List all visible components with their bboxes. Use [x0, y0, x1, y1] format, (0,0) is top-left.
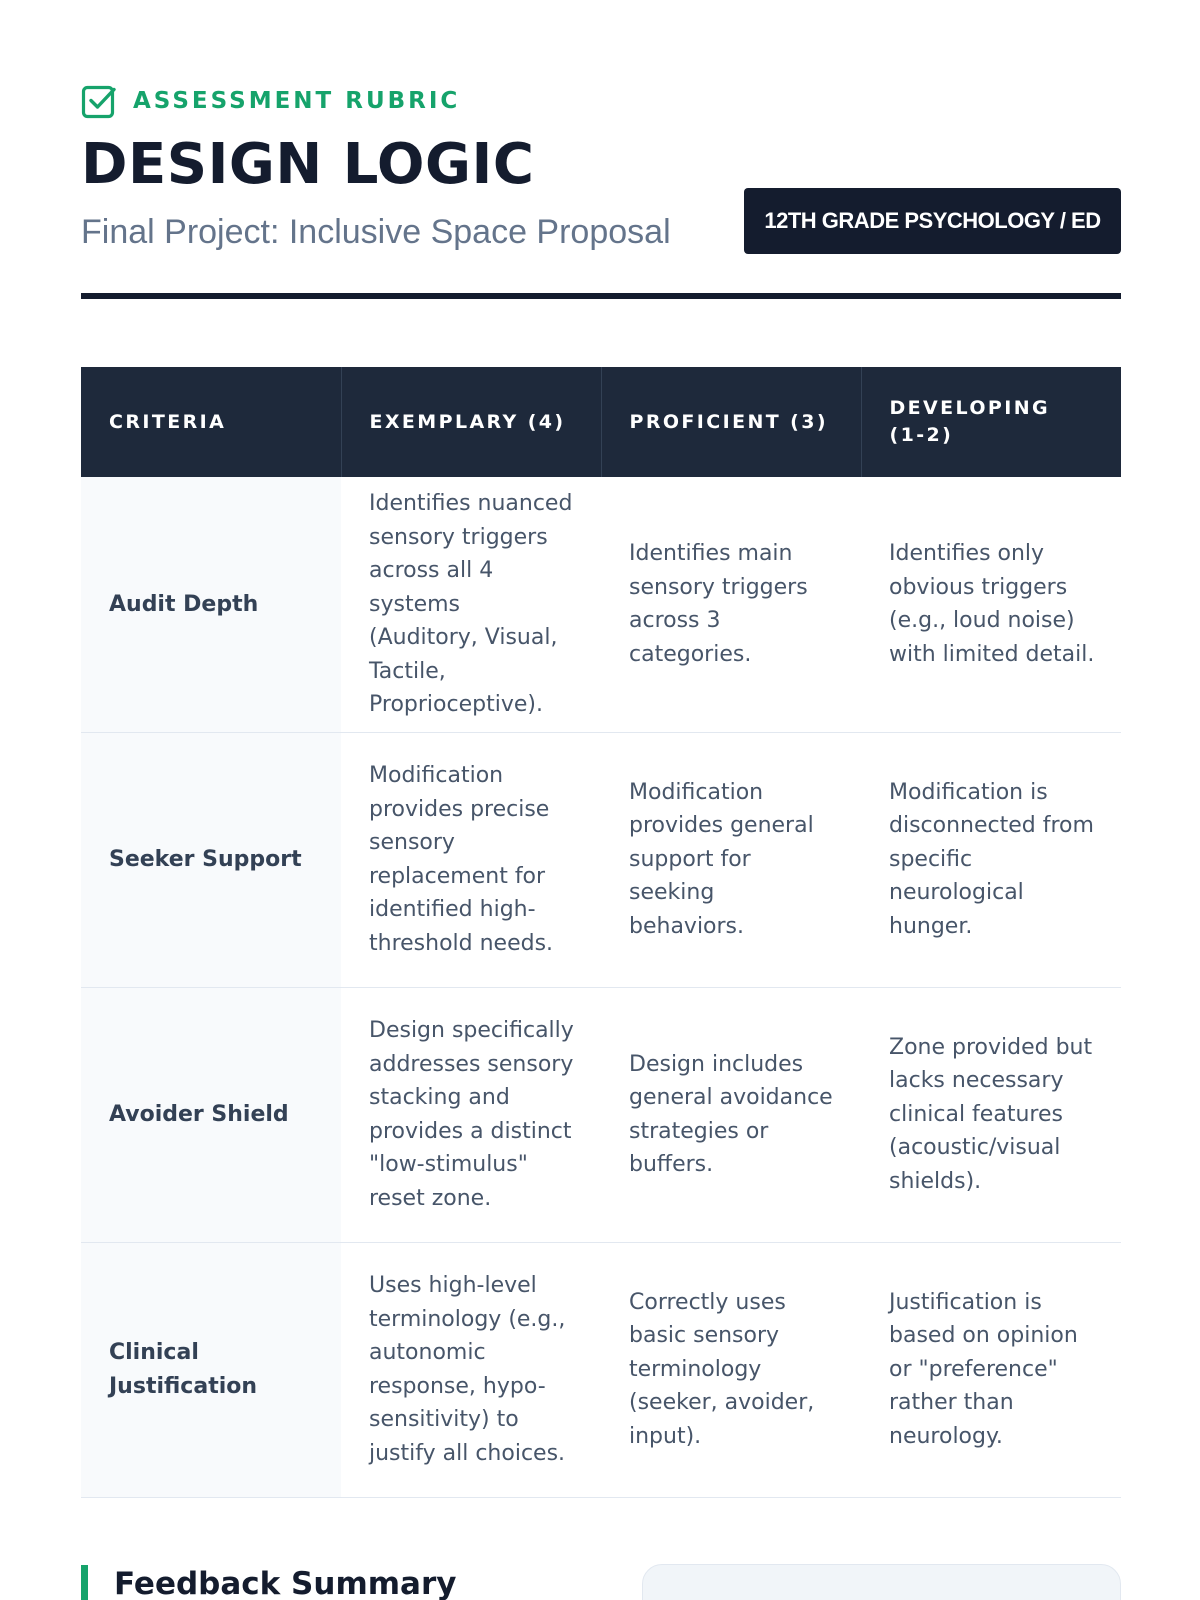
table-row — [81, 732, 1121, 987]
table-row — [81, 477, 1121, 732]
column-header-exemplary: EXEMPLARY (4) — [341, 367, 601, 477]
proficient-cell: Design includes general avoidance strategies or buffers. — [601, 987, 861, 1242]
criterion-cell: Clinical Justification — [81, 1242, 341, 1497]
developing-cell: Zone provided but lacks necessary clinical features (acoustic/visual shields). — [861, 987, 1121, 1242]
criterion-cell: Audit Depth — [81, 477, 341, 732]
rubric-table — [81, 367, 1121, 1498]
developing-cell: Justification is based on opinion or "preference" rather than neurology. — [861, 1242, 1121, 1497]
proficient-cell: Correctly uses basic sensory terminology (seeker, avoider, input). — [601, 1242, 861, 1497]
exemplary-cell: Uses high-level terminology (e.g., autonomic response, hypo-sensitivity) to justify all choices. — [341, 1242, 601, 1497]
title-divider — [81, 293, 1121, 299]
table-row — [81, 1242, 1121, 1497]
proficient-cell: Identifies main sensory triggers across 3 categories. — [601, 477, 861, 732]
column-header-criteria: CRITERIA — [81, 367, 341, 477]
checkbox-checked-icon — [81, 83, 117, 119]
table-row — [81, 987, 1121, 1242]
rubric-page — [81, 0, 1121, 1600]
page-title: DESIGN LOGIC — [81, 132, 535, 197]
feedback-summary-heading: Feedback Summary — [114, 1566, 457, 1600]
column-header-developing: DEVELOPING (1-2) — [861, 367, 1121, 477]
kicker-label: ASSESSMENT RUBRIC — [133, 88, 461, 114]
exemplary-cell: Modification provides precise sensory replacement for identified high-threshold needs. — [341, 732, 601, 987]
page-subtitle: Final Project: Inclusive Space Proposal — [81, 213, 671, 251]
rubric-header-row — [81, 367, 1121, 477]
proficient-cell: Modification provides general support for seeking behaviors. — [601, 732, 861, 987]
exemplary-cell: Identifies nuanced sensory triggers across all 4 systems (Auditory, Visual, Tactile, Proprioceptive). — [341, 477, 601, 732]
rubric-kicker — [81, 84, 460, 118]
criterion-cell: Avoider Shield — [81, 987, 341, 1242]
grade-badge: 12TH GRADE PSYCHOLOGY / ED — [744, 188, 1121, 254]
developing-cell: Identifies only obvious triggers (e.g., loud noise) with limited detail. — [861, 477, 1121, 732]
column-header-proficient: PROFICIENT (3) — [601, 367, 861, 477]
score-card — [642, 1564, 1121, 1600]
criterion-cell: Seeker Support — [81, 732, 341, 987]
feedback-accent-bar — [81, 1565, 88, 1600]
developing-cell: Modification is disconnected from specific neurological hunger. — [861, 732, 1121, 987]
exemplary-cell: Design specifically addresses sensory stacking and provides a distinct "low-stimulus" reset zone. — [341, 987, 601, 1242]
